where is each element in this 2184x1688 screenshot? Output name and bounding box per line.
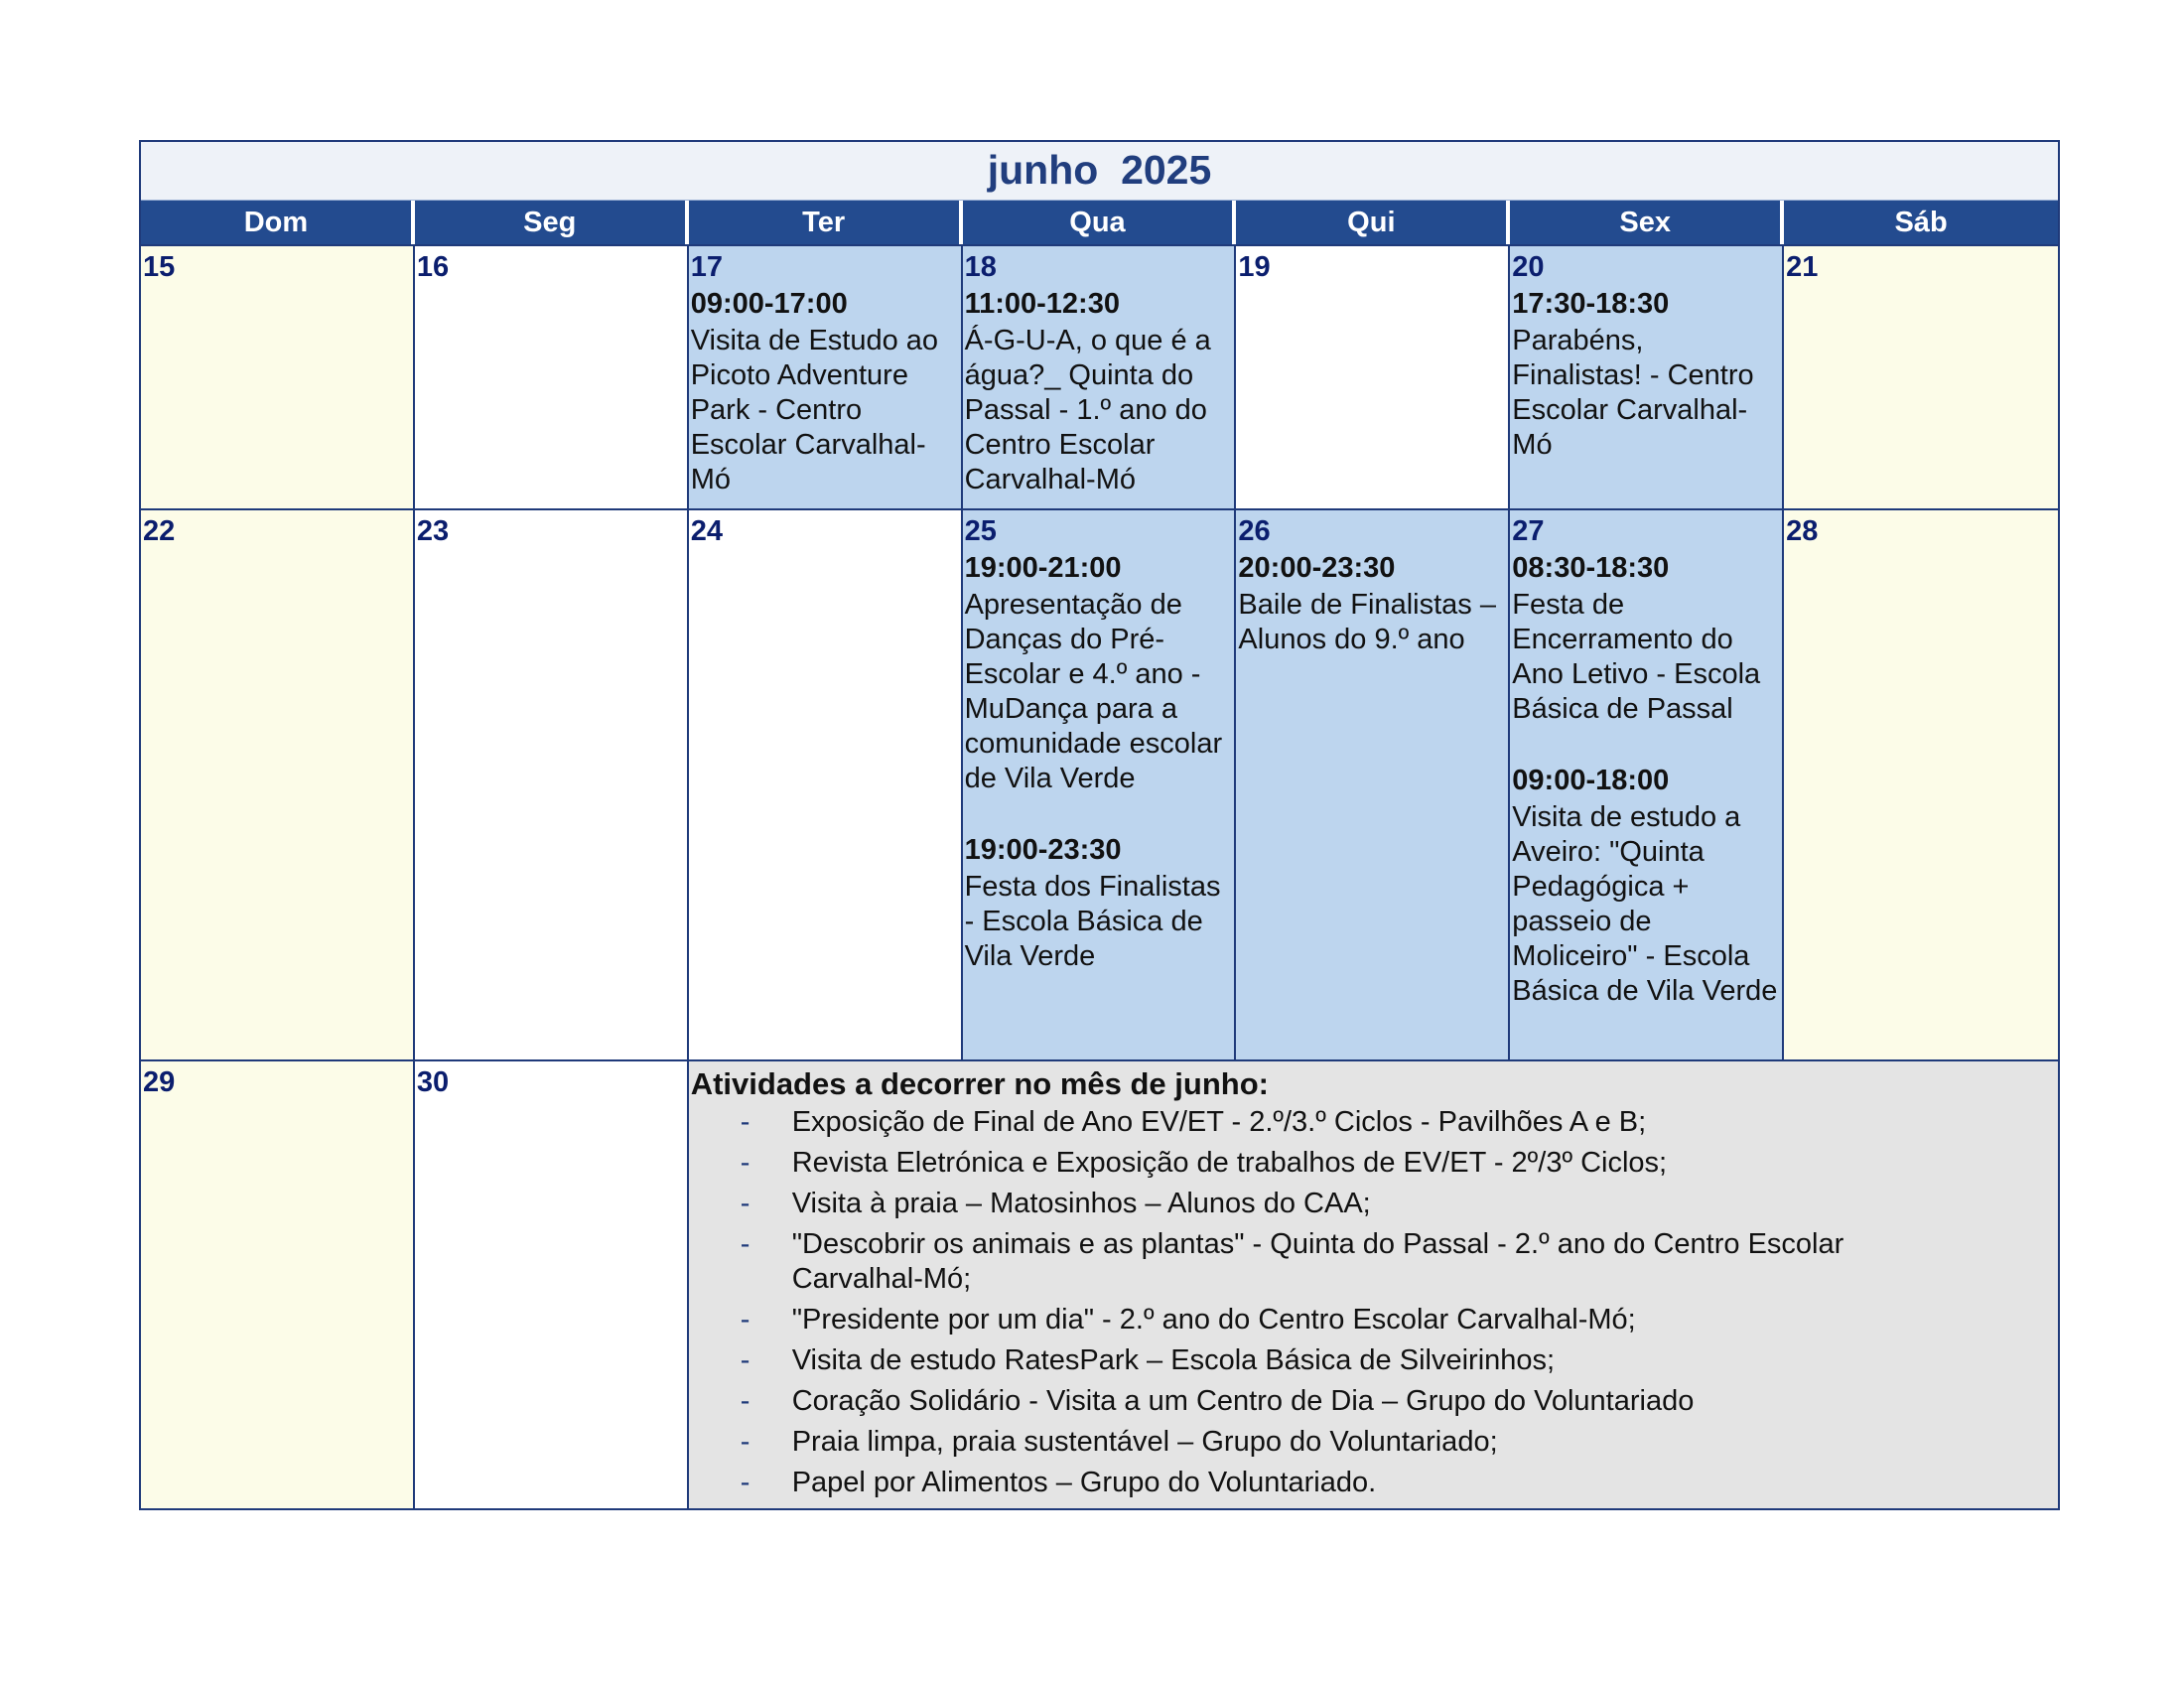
bullet: - xyxy=(740,1147,751,1179)
day-number: 25 xyxy=(964,515,997,547)
day-cell[interactable] xyxy=(1236,510,1510,1059)
week-row xyxy=(141,244,2058,508)
day-cell[interactable] xyxy=(689,246,963,508)
event-time: 19:00-21:00 xyxy=(964,552,1122,584)
event-time: 09:00-17:00 xyxy=(690,288,848,320)
event-spacer xyxy=(1512,727,1780,762)
week-row xyxy=(141,508,2058,1059)
day-cell[interactable] xyxy=(415,246,689,508)
activity-text: Coração Solidário - Visita a um Centro de Dia – Grupo do Voluntariado xyxy=(791,1385,1695,1417)
event-description: Visita de Estudo ao Picoto Adventure Park - Centro Escolar Carvalhal-Mó xyxy=(690,325,939,495)
event-description: Apresentação de Danças do Pré-Escolar e 4.º ano - MuDança para a comunidade escolar de Vila Verde xyxy=(964,589,1223,794)
day-cell[interactable] xyxy=(1510,246,1784,508)
weekday-thursday: Qui xyxy=(1236,201,1510,244)
day-number: 15 xyxy=(143,251,176,283)
weekday-saturday: Sáb xyxy=(1784,201,2058,244)
event-description: Festa dos Finalistas - Escola Básica de Vila Verde xyxy=(964,871,1221,972)
day-number: 30 xyxy=(416,1066,450,1098)
day-cell[interactable] xyxy=(415,1061,689,1508)
list-item xyxy=(691,1303,2056,1337)
activities-title: Atividades a decorrer no mês de junho: xyxy=(690,1066,1269,1101)
day-cell[interactable] xyxy=(141,510,415,1059)
weekday-tuesday: Ter xyxy=(689,201,963,244)
list-item xyxy=(691,1384,2056,1419)
list-item xyxy=(691,1343,2056,1378)
day-cell[interactable] xyxy=(1236,246,1510,508)
event-description: Parabéns, Finalistas! - Centro Escolar Carvalhal-Mó xyxy=(1512,325,1754,461)
event-description: Festa de Encerramento do Ano Letivo - Escola Básica de Passal xyxy=(1512,589,1761,725)
activity-text: Revista Eletrónica e Exposição de trabalhos de EV/ET - 2º/3º Ciclos; xyxy=(791,1147,1668,1179)
event-time: 08:30-18:30 xyxy=(1512,552,1670,584)
day-cell[interactable] xyxy=(141,246,415,508)
list-item xyxy=(691,1146,2056,1181)
bullet: - xyxy=(740,1467,751,1498)
day-cell[interactable] xyxy=(1784,246,2058,508)
activity-text: Praia limpa, praia sustentável – Grupo do Voluntariado; xyxy=(791,1426,1498,1458)
event-time: 17:30-18:30 xyxy=(1512,288,1670,320)
activities-list xyxy=(691,1105,2056,1500)
day-number: 29 xyxy=(143,1066,176,1098)
day-number: 20 xyxy=(1512,251,1545,283)
activity-text: "Descobrir os animais e as plantas" - Quinta do Passal - 2.º ano do Centro Escolar Carvalhal-Mó; xyxy=(791,1228,1844,1295)
activity-text: Visita à praia – Matosinhos – Alunos do CAA; xyxy=(791,1188,1371,1219)
activity-text: Exposição de Final de Ano EV/ET - 2.º/3.º Ciclos - Pavilhões A e B; xyxy=(791,1106,1647,1138)
list-item xyxy=(691,1466,2056,1500)
day-number: 19 xyxy=(1238,251,1271,283)
list-item xyxy=(691,1227,2056,1297)
bullet: - xyxy=(740,1106,751,1138)
event-time: 11:00-12:30 xyxy=(964,288,1120,320)
weekday-monday: Seg xyxy=(415,201,689,244)
day-cell[interactable] xyxy=(963,246,1237,508)
event-description: Visita de estudo a Aveiro: "Quinta Pedagógica + passeio de Moliceiro" - Escola Básica de Vila Verde xyxy=(1512,801,1778,1007)
day-number: 16 xyxy=(416,251,450,283)
day-number: 22 xyxy=(143,515,176,547)
bullet: - xyxy=(740,1188,751,1219)
weekday-friday: Sex xyxy=(1510,201,1784,244)
day-number: 28 xyxy=(1786,515,1819,547)
week-row xyxy=(141,1059,2058,1508)
day-cell[interactable] xyxy=(415,510,689,1059)
day-cell[interactable] xyxy=(141,1061,415,1508)
day-number: 21 xyxy=(1786,251,1819,283)
event-spacer xyxy=(965,796,1233,831)
day-number: 27 xyxy=(1512,515,1545,547)
day-number: 24 xyxy=(690,515,723,547)
weekday-sunday: Dom xyxy=(141,201,415,244)
day-number: 17 xyxy=(690,251,723,283)
bullet: - xyxy=(740,1385,751,1417)
day-number: 26 xyxy=(1238,515,1271,547)
list-item xyxy=(691,1187,2056,1221)
list-item xyxy=(691,1105,2056,1140)
bullet: - xyxy=(740,1426,751,1458)
event-description: Á-G-U-A, o que é a água?_ Quinta do Passal - 1.º ano do Centro Escolar Carvalhal-Mó xyxy=(964,325,1211,495)
activity-text: Papel por Alimentos – Grupo do Voluntariado. xyxy=(791,1467,1377,1498)
weekday-wednesday: Qua xyxy=(963,201,1237,244)
event-time: 19:00-23:30 xyxy=(964,834,1122,866)
activity-text: "Presidente por um dia" - 2.º ano do Centro Escolar Carvalhal-Mó; xyxy=(791,1304,1636,1336)
event-time: 09:00-18:00 xyxy=(1512,765,1670,796)
day-cell[interactable] xyxy=(1510,510,1784,1059)
day-cell[interactable] xyxy=(1784,510,2058,1059)
day-number: 18 xyxy=(964,251,997,283)
list-item xyxy=(691,1425,2056,1460)
bullet: - xyxy=(740,1344,751,1376)
day-number: 23 xyxy=(416,515,450,547)
bullet: - xyxy=(740,1228,751,1260)
activities-panel xyxy=(689,1061,2058,1508)
calendar xyxy=(139,140,2060,1510)
bullet: - xyxy=(740,1304,751,1336)
day-cell[interactable] xyxy=(963,510,1237,1059)
day-cell[interactable] xyxy=(689,510,963,1059)
event-time: 20:00-23:30 xyxy=(1238,552,1396,584)
weekday-header-row xyxy=(141,201,2058,244)
month-title: junho 2025 xyxy=(141,142,2058,201)
event-description: Baile de Finalistas – Alunos do 9.º ano xyxy=(1238,589,1496,655)
activity-text: Visita de estudo RatesPark – Escola Básica de Silveirinhos; xyxy=(791,1344,1556,1376)
